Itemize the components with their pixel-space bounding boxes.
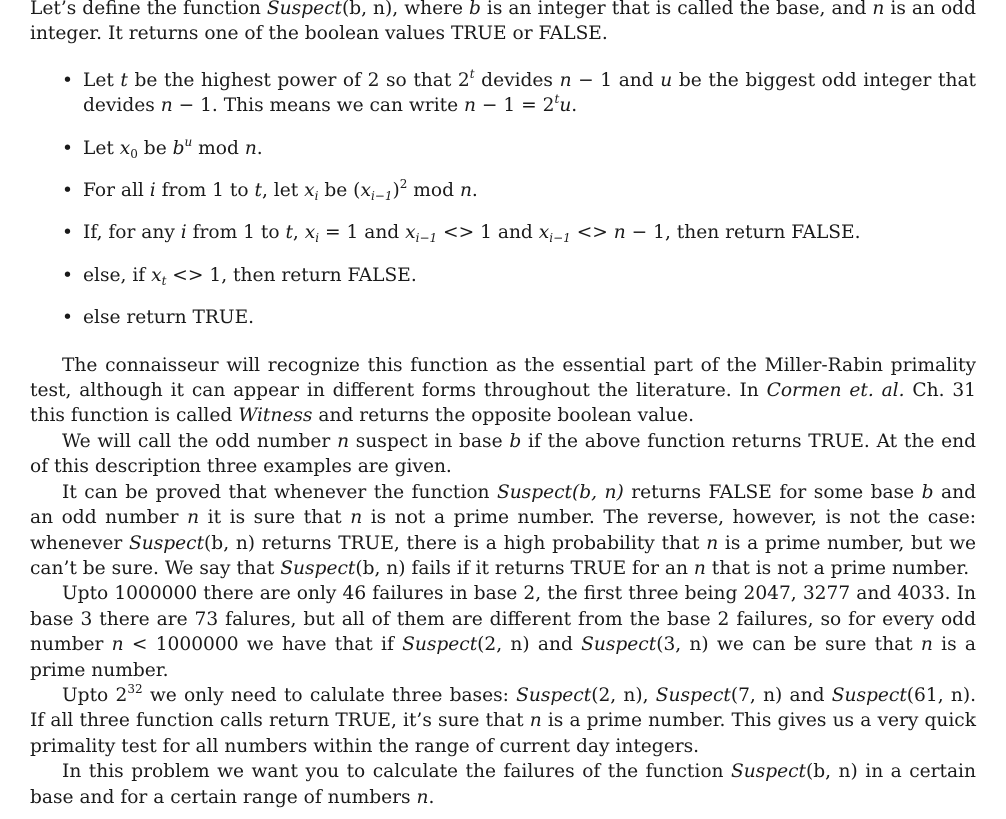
problem-statement (30, 0, 976, 810)
algorithm-steps-list (30, 68, 976, 331)
paragraph-problem-task: In this problem we want you to calculate the failures of the function Suspect(b, n) in a certain base and for a certain range of numbers n. (30, 761, 976, 808)
paragraph-suspect-definition: We will call the odd number n suspect in base b if the above function returns TRUE. At the end of this description three examples are given. (30, 430, 976, 478)
list-item: • Let t be the highest power of 2 so that 2$^t$ devides n − 1 and u be the biggest odd integer that devides n − 1. This means we can write $n - 1 = 2^tu$. (62, 66, 977, 117)
paragraph-failure-definition: It can be proved that whenever the function Suspect(b, n) returns FALSE for some base b and an odd number n it is sure that n is not a prime number. The reverse, however, is not the case: whenever Suspect(b, n) returns TRUE, there is a high probability that n is a prime number, but we can’t be sure. We say that Suspect(b, n) fails if it returns TRUE for an n that is not a prime number. (30, 481, 977, 579)
paragraph-three-bases: Upto $2^{32}$ we only need to calulate three bases: Suspect(2, n), Suspect(7, n) and Suspect(61, n). If all three function calls return TRUE, it’s sure that n is a prime number. This gives us a very quick primality test for all numbers within the range of current day integers. (30, 681, 977, 757)
intro-paragraph: Let’s define the function Suspect(b, n), where b is an integer that is called the base, and n is an odd integer. It returns one of the boolean values TRUE or FALSE. (30, 0, 976, 45)
bullet-icon: • (62, 264, 73, 286)
bullet-icon: • (62, 222, 73, 244)
list-item: • else, if $x_t <> 1$, then return FALSE. (62, 264, 417, 288)
list-item: • else return TRUE. (30, 305, 976, 330)
bullet-icon: • (62, 137, 73, 159)
bullet-icon: • (62, 307, 73, 329)
list-item: • For all i from 1 to t, let $x_i$ be $(x_{i-1})^2$ mod n. (62, 177, 478, 204)
bullet-icon: • (62, 69, 73, 91)
paragraph-failure-counts: Upto 1000000 there are only 46 failures in base 2, the first three being 2047, 3277 and 4033. In base 3 there are 73 falures, but all of them are different from the base 2 failures, so for every odd number n < 1000000 we have that if Suspect(2, n) and Suspect(3, n) we can be sure that n is a prime number. (30, 583, 976, 681)
list-item: • Let $x_0$ be $b^u$ mod n. (62, 134, 263, 161)
paragraph-miller-rabin: The connaisseur will recognize this function as the essential part of the Miller-Rabin primality test, although it can appear in different forms throughout the literature. In Cormen et. al. Ch. 31 this function is called Witness and returns the opposite boolean value. (30, 354, 976, 427)
list-item: • If, for any i from 1 to t, $x_i = 1$ and $x_{i-1} <> 1$ and $x_{i-1} <> n - 1$, then return FALSE. (62, 222, 861, 246)
bullet-icon: • (62, 180, 73, 202)
